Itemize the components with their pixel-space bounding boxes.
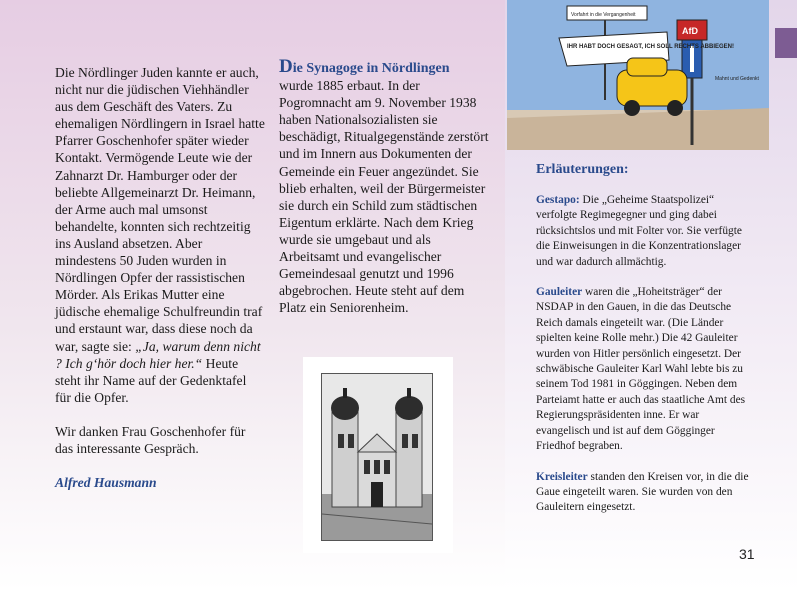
note-term: Gauleiter [536,286,583,299]
left-paragraph-1-end: Heute steht ihr Name auf der Gedenktafel für die Opfer. [55,355,247,405]
note-term: Kreisleiter [536,470,588,483]
synagogue-text: wurde 1885 erbaut. In der Pogromnacht am 9. November 1938 haben Nationalsozialisten sie beschädigt, Ritualgegenstände zerstört und im Innern aus Dokumenten der Gemeinde ein Feuer angezündet. Sie blieb erhalten, weil der Bürgermeister sie durch ein Schild zum städtischen Eigentum erklärte. Nach dem Krieg wurde sie umgebaut und als Arbeitsamt und evangelischer Gemeindesaal genutzt und 1996 abgebrochen. Heute steht auf dem Platz ein Seniorenheim. [279,78,489,316]
author-name: Alfred Hausmann [55,475,157,491]
cartoon-illustration [507,0,769,150]
middle-column [279,58,489,316]
synagogue-photo [321,373,433,541]
cartoon-sign-text: Vorfahrt in die Vergangenheit [571,12,636,18]
explanations-title: Erläuterungen: [536,162,629,177]
drop-cap: D [279,56,293,77]
afd-sign-label: AfD [682,26,698,36]
section-title: ie Synagoge in Nördlingen [292,61,450,76]
note-text: Die „Geheime Staatspolizei“ verfolgte Regimegegner und ging dabei rücksichtslos und mit Folter vor. Sie verfügte die Einweisungen in die Konzentrationslager und war dadurch allmächtig. [536,194,742,268]
note-text: standen den Kreisen vor, in die die Gaue eingeteilt waren. Sie wurden von den Gauleitern eingesetzt. [536,470,749,514]
left-paragraph-1 [55,64,265,406]
left-paragraph-1-text: Die Nördlinger Juden kannte er auch, nicht nur die jüdischen Viehhändler aus dem Geschäft des Vaters. Zu ehemaligen Nördlingern in Israel hatte Pfarrer Goschenhofer später wieder Kontakt. Vermögende Leute wie der Zahnarzt Dr. Hamburger oder der beliebte Allgemeinarzt Dr. Heimann, der Arme auch mal umsonst behandelte, konnten sich rechtzeitig ins Ausland absetzen. Aber mindestens 50 Juden wurden in Nördlingen Opfer der rassistischen Mörder. Als Erikas Mutter eine jüdische ehemalige Schulfreundin traf und erstaunt war, dass diese noch da war, sagte sie: [55,65,265,354]
left-paragraph-2: Wir danken Frau Goschenhofer für das interessante Gespräch. [55,423,246,456]
note-gauleiter [536,285,752,454]
synagogue-photo-frame [303,357,453,553]
cartoon-speech-bubble: IHR HABT DOCH GESAGT, ICH SOLL RECHTS ABBIEGEN! [567,44,735,50]
note-kreisleiter [536,470,752,516]
quote: „Ja, warum denn nicht ? Ich g‘hör doch hier her.“ [55,338,261,371]
left-column [55,64,265,508]
note-gestapo [536,193,752,270]
cartoon-small-bubble: Mahnt und Gedenkt [715,76,759,82]
explanations-list [536,193,752,531]
synagogue-paragraph [279,58,489,316]
note-text: waren die „Hoheitsträger“ der NSDAP in den Gauen, in die das Deutsche Reich damals eingeteilt war. (Die Länder spielten keine Rolle mehr.) Die 42 Gauleiter wurden von Hitler persönlich eingesetzt. Der schwäbische Gauleiter Karl Wahl lebte bis zu seinem Tod 1981 in Göggingen. Neben dem Parteiamt hatte er auch das staatliche Amt des Regierungspräsidenten inne. Er war evangelisch und ist auf dem Gögginger Friedhof begraben. [536,286,746,453]
note-term: Gestapo: [536,194,580,206]
page-number: 31 [739,546,755,562]
purple-tab-marker [775,28,797,58]
